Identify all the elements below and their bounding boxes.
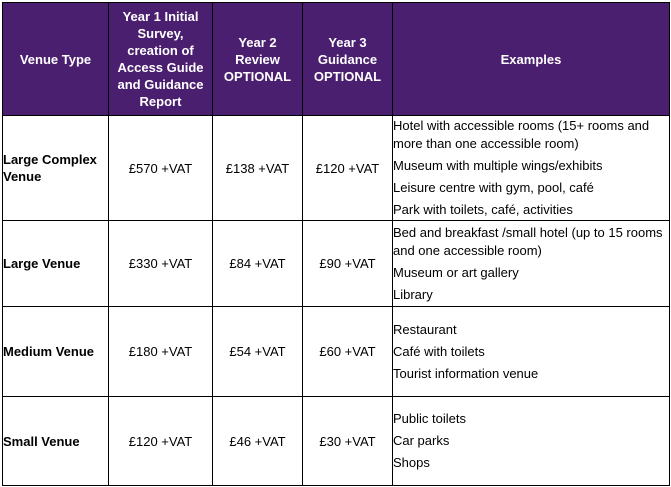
table-header	[3, 3, 670, 116]
venue-type-cell: Large Complex Venue	[3, 116, 109, 221]
table-row	[3, 221, 670, 307]
header-examples: Examples	[393, 3, 670, 116]
year2-price-cell: £46 +VAT	[213, 397, 303, 486]
example-item: Tourist information venue	[393, 365, 539, 381]
year1-price-cell: £120 +VAT	[109, 397, 213, 486]
example-item: Library	[393, 286, 433, 302]
pricing-table	[2, 2, 670, 486]
venue-type-cell: Large Venue	[3, 221, 109, 307]
table-body	[3, 116, 670, 486]
year2-price-cell: £84 +VAT	[213, 221, 303, 307]
header-row	[3, 3, 670, 116]
header-year2: Year 2 Review OPTIONAL	[213, 3, 303, 116]
example-item: Park with toilets, café, activities	[393, 202, 573, 217]
table-row	[3, 116, 670, 221]
table-row	[3, 397, 670, 486]
year3-price-cell: £90 +VAT	[303, 221, 393, 307]
example-item: Public toilets	[393, 411, 466, 426]
year1-price-cell: £180 +VAT	[109, 307, 213, 397]
example-item: Hotel with accessible rooms (15+ rooms and more than one accessible room)	[393, 118, 650, 151]
examples-cell	[393, 221, 670, 307]
example-item: Museum with multiple wings/exhibits	[393, 158, 603, 173]
example-item: Museum or art gallery	[393, 264, 519, 280]
header-venue-type: Venue Type	[3, 3, 109, 116]
example-item: Leisure centre with gym, pool, café	[393, 180, 594, 195]
year1-price-cell: £570 +VAT	[109, 116, 213, 221]
examples-cell	[393, 397, 670, 486]
example-item: Shops	[393, 455, 430, 470]
example-item: Restaurant	[393, 321, 457, 337]
venue-type-cell: Small Venue	[3, 397, 109, 486]
table-row	[3, 307, 670, 397]
examples-cell	[393, 307, 670, 397]
year2-price-cell: £54 +VAT	[213, 307, 303, 397]
year1-price-cell: £330 +VAT	[109, 221, 213, 307]
year3-price-cell: £60 +VAT	[303, 307, 393, 397]
examples-cell	[393, 116, 670, 221]
example-item: Café with toilets	[393, 343, 485, 359]
example-item: Bed and breakfast /small hotel (up to 15 rooms and one accessible room)	[393, 224, 663, 258]
venue-type-cell: Medium Venue	[3, 307, 109, 397]
year2-price-cell: £138 +VAT	[213, 116, 303, 221]
year3-price-cell: £120 +VAT	[303, 116, 393, 221]
header-year1: Year 1 Initial Survey, creation of Access Guide and Guidance Report	[109, 3, 213, 116]
header-year3: Year 3 Guidance OPTIONAL	[303, 3, 393, 116]
year3-price-cell: £30 +VAT	[303, 397, 393, 486]
example-item: Car parks	[393, 433, 450, 448]
